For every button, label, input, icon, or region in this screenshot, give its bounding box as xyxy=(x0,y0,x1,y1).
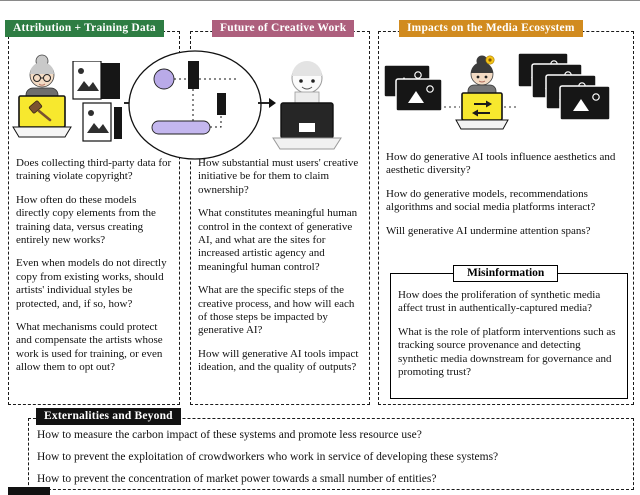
media-ecosystem-questions xyxy=(386,151,624,248)
question-text: How does the proliferation of synthetic media affect trust in authentically-captured media? xyxy=(398,289,601,315)
externalities-header: Externalities and Beyond xyxy=(36,408,181,425)
attribution-questions xyxy=(16,157,172,385)
dark-laptop-icon xyxy=(273,103,341,149)
image-stack-icon xyxy=(73,61,122,141)
question-text: How do generative models, recommendations algorithms and social media platforms interact? xyxy=(386,187,596,214)
question-text: Will generative AI undermine attention spans? xyxy=(386,224,591,237)
question-text: How will generative AI tools impact ideation, and the quality of outputs? xyxy=(198,347,359,374)
media-screens-right-icon xyxy=(518,53,610,120)
media-ecosystem-illustration xyxy=(382,53,630,155)
ai-user-illustration xyxy=(268,59,346,155)
attribution-header: Attribution + Training Data xyxy=(5,20,164,37)
question-text: Even when models do not directly copy from existing works, should artists' individual styles be protected, and, if so, how? xyxy=(16,257,167,310)
training-images-illustration xyxy=(70,61,124,145)
artist-laptop xyxy=(13,96,71,137)
media-ecosystem-header: Impacts on the Media Ecosystem xyxy=(399,20,583,37)
generative-model-illustration xyxy=(127,49,263,161)
question-text: How do generative AI tools influence aesthetics and aesthetic diversity? xyxy=(386,151,616,177)
question-text: How to measure the carbon impact of these systems and promote less resource use? xyxy=(37,429,422,441)
question-text: How to prevent the concentration of market power towards a small number of entities? xyxy=(37,472,437,485)
externalities-questions xyxy=(37,429,625,494)
misinformation-questions xyxy=(398,289,620,389)
question-text: What are the specific steps of the creative process, and how will each of those steps be impacted by generative AI? xyxy=(198,284,355,337)
question-text: How to prevent the exploitation of crowdworkers who work in service of developing these systems? xyxy=(37,450,499,463)
question-text: What is the role of platform interventions such as tracking source provenance and detecting synthetic media downstream for governance and promoting trust? xyxy=(398,325,616,379)
question-text: Does collecting third-party data for training violate copyright? xyxy=(16,157,172,183)
flower-icon xyxy=(486,56,494,64)
question-text: How substantial must users' creative initiative be for them to claim ownership? xyxy=(198,157,359,196)
creative-work-questions xyxy=(198,157,360,385)
viewer-laptop xyxy=(456,93,508,129)
question-text: How often do these models directly copy elements from the training data, versus creating entirely new works? xyxy=(16,193,156,247)
misinformation-header: Misinformation xyxy=(453,265,558,282)
robot-avatar xyxy=(292,61,322,106)
creative-work-header: Future of Creative Work xyxy=(212,20,354,37)
media-screens-left-icon xyxy=(384,65,442,111)
question-text: What mechanisms could protect and compensate the artists whose work is used for training, or even allow them to opt out? xyxy=(16,321,163,374)
question-text: What constitutes meaningful human control in the context of generative AI, and what are the sites for increased artistic agency and meaningful human control? xyxy=(198,207,358,273)
